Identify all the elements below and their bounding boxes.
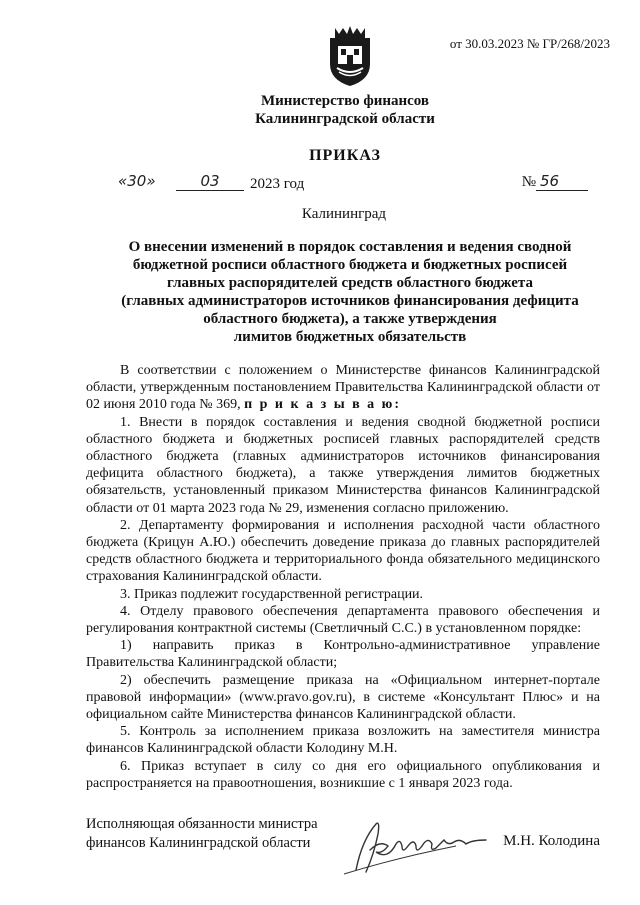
paragraph-6: 6. Приказ вступает в силу со дня его официального опубликования и распространяется на правоотношения, возникшие с 1 января 2023 года. [86, 758, 600, 791]
paragraph-3: 3. Приказ подлежит государственной регистрации. [120, 586, 424, 602]
date-line [118, 172, 588, 196]
paragraph-intro: В соответствии с положением о Министерстве финансов Калининградской области, утвержденным постановлением Правительства Калининградской области от 02 июня 2010 года № 369, п р и к а з ы в а ю: [86, 363, 600, 413]
city: Калининград [301, 206, 387, 222]
order-day: «30» [118, 172, 156, 190]
order-heading: О внесении изменений в порядок составления и ведения сводной бюджетной росписи областного бюджета и бюджетных росписей главных распорядителей средств областного бюджета (главных администраторов источников финансирования дефицита областного бюджета), а также утверждения лимитов бюджетных обязательств [121, 239, 579, 345]
paragraph-4-2: 2) обеспечить размещение приказа на «Официальном интернет-портале правовой информации» (www.pravo.gov.ru), в системе «Консультант Плюс» и на официальном сайте Министерства финансов Калининградской области. [86, 672, 600, 723]
order-title: ПРИКАЗ [309, 147, 381, 164]
order-number: № 56 [522, 172, 588, 191]
signer-position: Исполняющая обязанности министра финансов Калининградской области [86, 816, 318, 851]
paragraph-2: 2. Департаменту формирования и исполнения расходной части областного бюджета (Крицун А.Ю.) обеспечить доведение приказа до главных распорядителей средств областного бюджета и территориального фонда обязательного медицинского страхования Калининградской области. [86, 517, 600, 585]
order-month: 03 [176, 172, 244, 191]
order-year: 2023 год [250, 176, 305, 192]
handwritten-signature [336, 810, 496, 882]
paragraph-4-1: 1) направить приказ в Контрольно-административное управление Правительства Калининградской области; [86, 638, 600, 671]
paragraph-4: 4. Отделу правового обеспечения департамента правового обеспечения и регулирования контрактной системы (Светличный С.С.) в установленном порядке: [86, 603, 600, 637]
signer-name: М.Н. Колодина [503, 833, 600, 849]
paragraph-5: 5. Контроль за исполнением приказа возложить на заместителя министра финансов Калининградской области Колодину М.Н. [86, 724, 600, 757]
coat-of-arms-icon [325, 24, 375, 88]
ministry-name: Министерство финансов Калининградской области [255, 93, 435, 127]
paragraph-1: 1. Внести в порядок составления и ведения сводной бюджетной росписи областного бюджета и бюджетных росписей главных распорядителей средств областного бюджета (главных администраторов источников финансирования дефицита областного бюджета), а также утверждения лимитов бюджетных обязательств, установленный приказом Министерства финансов Калининградской области от 01 марта 2023 года № 29, изменения согласно приложению. [86, 414, 600, 516]
registration-stamp: от 30.03.2023 № ГР/268/2023 [449, 36, 610, 51]
order-body [86, 362, 600, 792]
